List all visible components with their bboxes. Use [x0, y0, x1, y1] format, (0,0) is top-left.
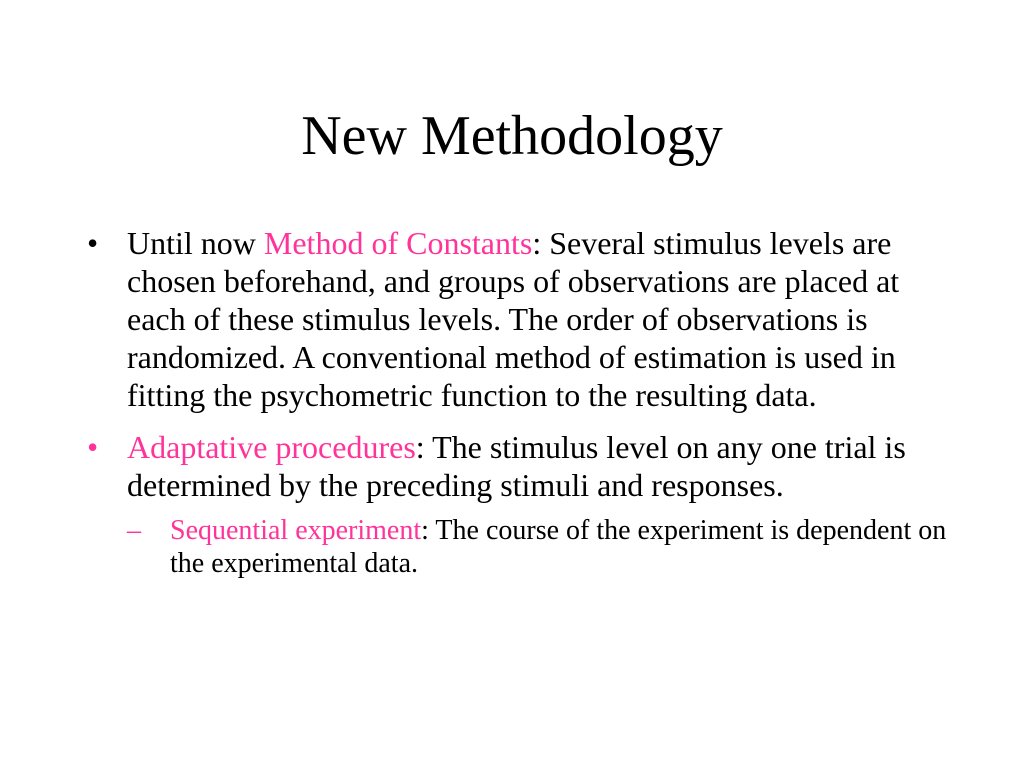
sub-bullet-body-text: : The course of the experiment is dependent on the experimental data. [170, 515, 947, 579]
adaptative-procedures-term: Adaptative procedures [127, 429, 416, 465]
method-of-constants-term: Method of Constants [263, 225, 533, 261]
bullet-marker: • [87, 429, 99, 465]
sub-bullet-sequential-experiment [127, 514, 947, 580]
bullet-adaptative-procedures [87, 428, 947, 504]
sequential-experiment-term: Sequential experiment [170, 515, 422, 546]
bullet-marker: • [87, 225, 99, 261]
bullet-lead-text: Until now [127, 225, 264, 261]
bullet-body-text: : Several stimulus levels are chosen beforehand, and groups of observations are placed at each of these stimulus levels. The order of observations is randomized. A conventional method of estimation is used in fitting the psychometric function to the resulting data. [127, 225, 900, 413]
slide-title: New Methodology [301, 105, 723, 167]
bullet-method-of-constants [87, 224, 947, 414]
slide-content [87, 224, 947, 580]
bullet-body-text: : The stimulus level on any one trial is determined by the preceding stimuli and responses. [127, 429, 906, 503]
sub-bullet-marker: – [127, 515, 141, 546]
